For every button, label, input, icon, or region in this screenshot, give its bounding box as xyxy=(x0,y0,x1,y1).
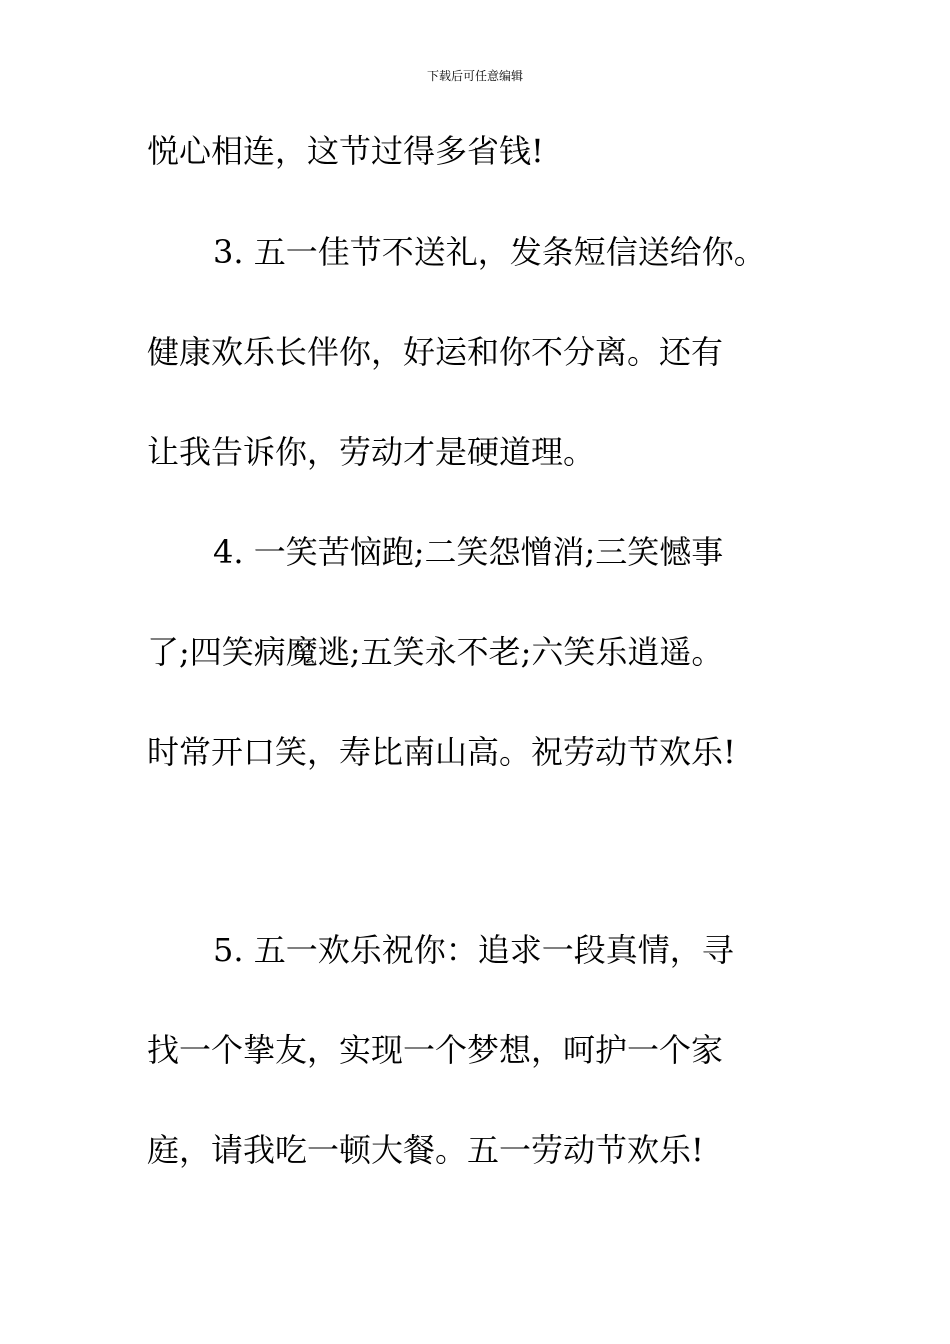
text-line-7: 时常开口笑，寿比南山高。祝劳动节欢乐! xyxy=(147,733,736,771)
page-header-note: 下载后可任意编辑 xyxy=(426,69,523,83)
text-line-5-item-4: 4. 一笑苦恼跑;二笑怨憎消;三笑憾事 xyxy=(213,533,724,571)
text-line-10: 庭，请我吃一顿大餐。五一劳动节欢乐! xyxy=(147,1131,704,1169)
text-line-8-item-5: 5. 五一欢乐祝你：追求一段真情，寻 xyxy=(213,931,734,969)
text-line-1: 悦心相连，这节过得多省钱! xyxy=(147,132,544,170)
text-line-3: 健康欢乐长伴你，好运和你不分离。还有 xyxy=(147,333,724,371)
text-line-2-item-3: 3. 五一佳节不送礼，发条短信送给你。 xyxy=(213,233,766,271)
text-line-6: 了;四笑病魔逃;五笑永不老;六笑乐逍遥。 xyxy=(147,633,724,671)
text-line-4: 让我告诉你，劳动才是硬道理。 xyxy=(147,433,596,471)
text-line-9: 找一个挚友，实现一个梦想，呵护一个家 xyxy=(147,1031,724,1069)
